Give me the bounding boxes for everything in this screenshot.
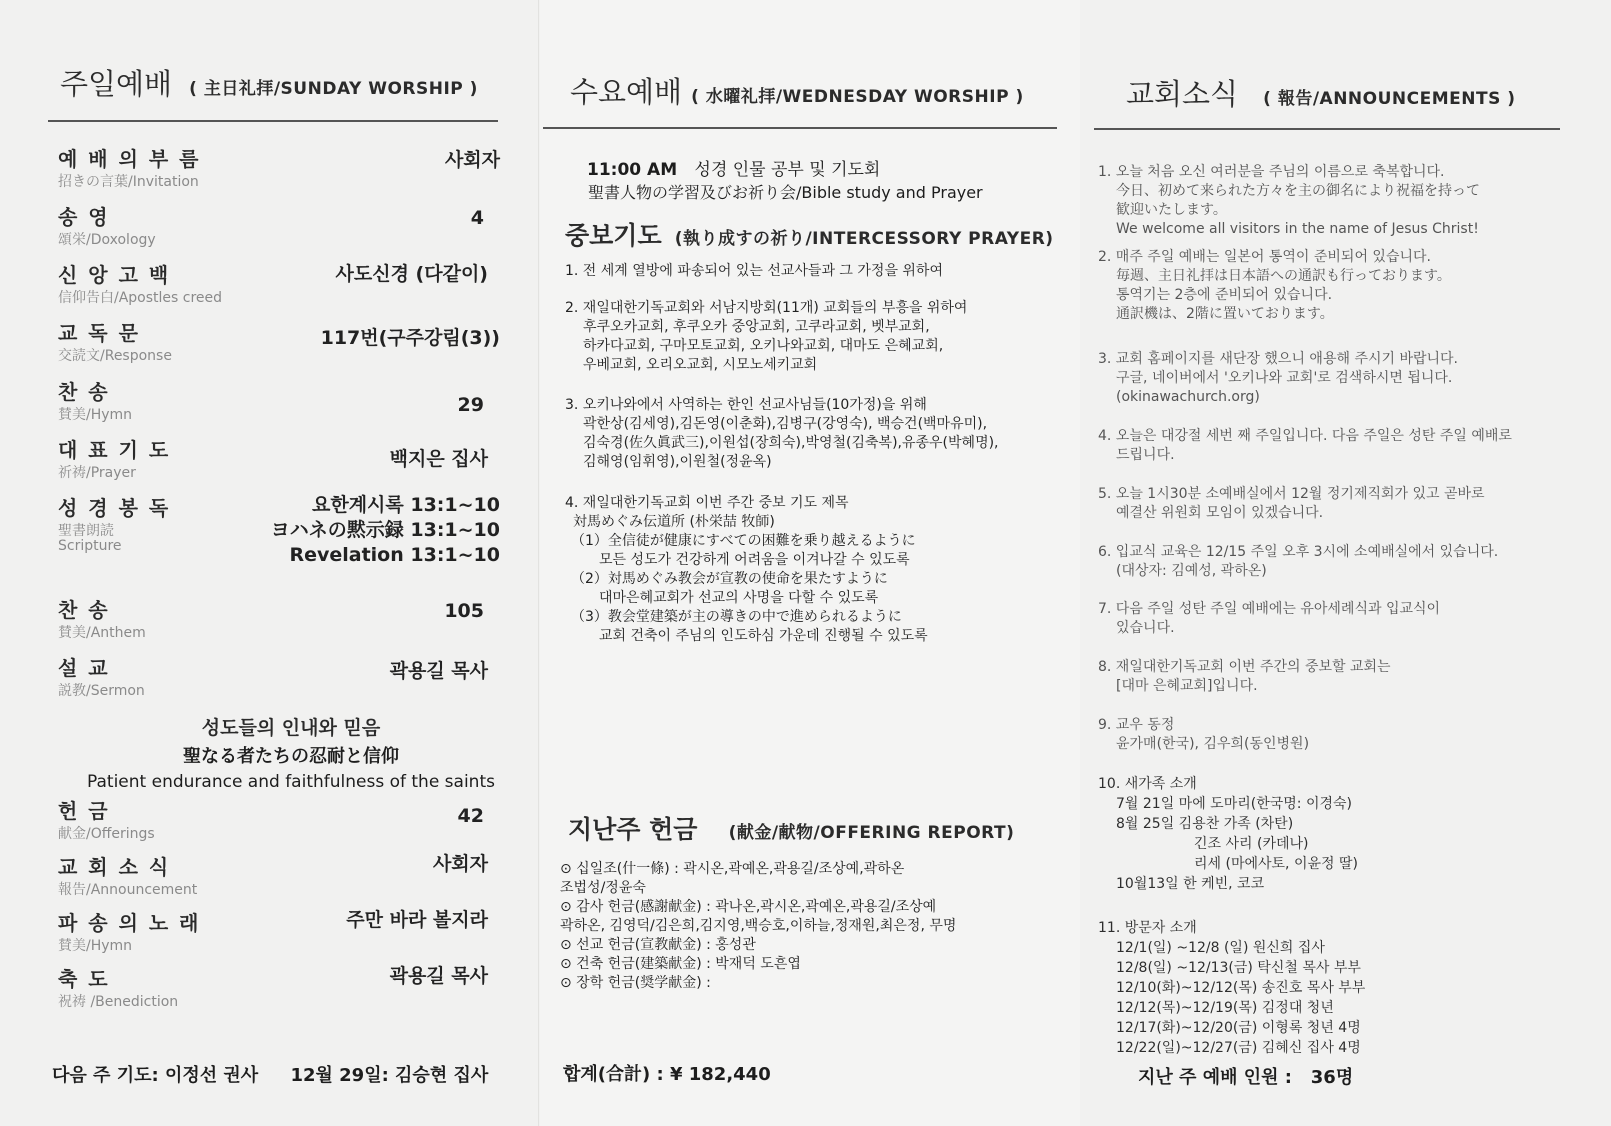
order-item-scripture [58, 492, 500, 582]
ann-line: [대마 은혜교회]입니다. [1116, 678, 1258, 694]
ann-line: 5. 오늘 1시30분 소예배실에서 12월 정기제직회가 있고 곧바로 [1098, 486, 1485, 502]
order-item-sub: 聖書朗読 [58, 523, 114, 539]
sunday-header [60, 62, 478, 103]
sermon-title-ko: 성도들의 인내와 믿음 [201, 717, 381, 739]
order-item-value: 사도신경 (다같이) [335, 263, 488, 285]
sermon-title-en: Patient endurance and faithfulness of the saints [87, 772, 495, 792]
order-item [58, 907, 500, 967]
order-item-name: 설 교 [58, 656, 110, 680]
prayer-item-1: 1. 전 세계 열방에 파송되어 있는 선교사들과 그 가정을 위하여 [565, 263, 943, 279]
prayer-line: 우베교회, 오리오교회, 시모노세키교회 [583, 357, 818, 373]
offering-line: ⊙ 십일조(什一條) : 곽시온,곽예온,곽용길/조상예,곽하온 [560, 861, 905, 877]
prayer-item-4 [565, 494, 928, 646]
ann-line: 10. 새가족 소개 [1098, 776, 1197, 792]
offering-line: ⊙ 감사 헌금(感謝献金) : 곽나온,곽시온,곽예온,곽용길/조상예 [560, 899, 937, 915]
order-item [58, 795, 500, 855]
offering-total: 합계(合計) : ¥ 182,440 [563, 1064, 771, 1085]
order-item-value: 사회자 [444, 149, 500, 171]
order-item-sub: 祝祷 /Benediction [58, 994, 179, 1010]
ann-line: 9. 교우 동정 [1098, 717, 1175, 733]
announcement-10 [1098, 774, 1358, 894]
announcements-header [1126, 72, 1516, 113]
ann-line: (okinawachurch.org) [1116, 389, 1260, 405]
order-item-sub: 賛美/Anthem [58, 625, 146, 641]
ann-line: (대상자: 김예성, 곽하온) [1116, 563, 1267, 579]
wednesday-desc-jp: 聖書人物の学習及びお祈り会/Bible study and Prayer [588, 183, 983, 202]
prayer-line: 4. 재일대한기독교회 이번 주간 중보 기도 제목 [565, 495, 849, 511]
next-prayer-right: 12월 29일: 김승현 집사 [290, 1065, 489, 1086]
prayer-line: （1）全信徒が健康にすべての困難を乗り越えるように [571, 533, 916, 549]
ann-line: 1. 오늘 처음 오신 여러분을 주님의 이름으로 축복합니다. [1098, 164, 1445, 180]
prayer-line: 対馬めぐみ伝道所 (朴栄喆 牧師) [573, 514, 775, 530]
order-item-name: 신 앙 고 백 [58, 263, 171, 287]
order-item-name: 송 영 [58, 205, 110, 229]
ann-line: 윤가매(한국), 김우희(동인병원) [1116, 736, 1310, 752]
prayer-line: 하카다교회, 구마모토교회, 오키나와교회, 대마도 은혜교회, [583, 338, 944, 354]
order-item-value: 백지은 집사 [389, 448, 488, 470]
new-family-line: 긴조 사리 (카데나) [1194, 836, 1309, 852]
announcement-9 [1098, 716, 1309, 754]
order-item-sub: 信仰告白/Apostles creed [58, 290, 223, 306]
wednesday-schedule [587, 155, 880, 180]
prayer-line: （3）教会堂建築が主の導きの中で進められるように [571, 609, 902, 625]
ann-line: 4. 오늘은 대강절 세번 째 주일입니다. 다음 주일은 성탄 주일 예배로 [1098, 428, 1512, 444]
intercessory-subtitle: (執り成すの祈り/INTERCESSORY PRAYER) [674, 229, 1054, 249]
order-item [58, 143, 500, 203]
prayer-line: 곽한상(김세영),김돈영(이춘화),김병구(강영숙), 백승건(백마유미), [583, 416, 988, 432]
announcement-7 [1098, 600, 1440, 638]
prayer-line: 2. 재일대한기독교회와 서남지방회(11개) 교회들의 부흥을 위하여 [565, 300, 968, 316]
new-family-line: 8월 25일 김용찬 가족 (차탄) [1116, 816, 1294, 832]
order-item [58, 201, 500, 261]
ann-line: 6. 입교식 교육은 12/15 주일 오후 3시에 소예배실에서 있습니다. [1098, 544, 1499, 560]
order-item [58, 652, 500, 712]
scripture-en: Revelation 13:1~10 [289, 544, 500, 566]
prayer-line: 모든 성도가 건강하게 어려움을 이겨나갈 수 있도록 [599, 552, 910, 568]
order-item-value: 4 [470, 207, 484, 229]
order-item-value: 주만 바라 볼지라 [346, 909, 488, 931]
prayer-line: 후쿠오카교회, 후쿠오카 중앙교회, 고쿠라교회, 벳부교회, [583, 319, 930, 335]
order-item [58, 851, 500, 911]
ann-line: 毎週、主日礼拝は日本語への通訳も行っております。 [1116, 268, 1451, 284]
order-item-sub: 説教/Sermon [58, 683, 145, 699]
next-prayer-left: 다음 주 기도: 이정선 권사 [52, 1065, 259, 1086]
prayer-line: 교회 건축이 주님의 인도하심 가운데 진행될 수 있도록 [599, 628, 928, 644]
sermon-title [56, 713, 526, 792]
prayer-line: 3. 오키나와에서 사역하는 한인 선교사님들(10가정)을 위해 [565, 397, 927, 413]
ann-line: We welcome all visitors in the name of Jesus Christ! [1116, 221, 1479, 237]
wednesday-rule [543, 127, 1057, 129]
order-item-name: 파 송 의 노 래 [58, 911, 201, 935]
offering-line: 곽하온, 김영덕/김은희,김지영,백승호,이하늘,정재원,최은정, 무명 [560, 918, 957, 934]
ann-line: 歓迎いたします。 [1116, 202, 1227, 218]
ann-line: 今日、初めて来られた方々を主の御名により祝福を持って [1116, 183, 1480, 199]
scripture-jp: ヨハネの黙示録 13:1~10 [270, 519, 500, 541]
intercessory-header [565, 216, 1054, 252]
order-item-name: 예 배 의 부 름 [58, 147, 201, 171]
wednesday-desc: 성경 인물 공부 및 기도회 [694, 160, 881, 180]
ann-line: 구글, 네이버에서 '오키나와 교회'로 검색하시면 됩니다. [1116, 370, 1453, 386]
visitor-line: 12/12(목)~12/19(목) 김정대 청년 [1116, 1000, 1334, 1016]
announcement-5 [1098, 485, 1485, 523]
announcement-1 [1098, 163, 1480, 239]
offering-line: 조법성/정윤숙 [560, 880, 646, 896]
wednesday-title: 수요예배 [570, 75, 683, 109]
new-family-line: 리세 (마에사토, 이윤정 딸) [1194, 856, 1358, 872]
announcement-4 [1098, 427, 1512, 465]
prayer-line: 김해영(임휘영),이원철(정윤옥) [583, 454, 772, 470]
sermon-title-jp: 聖なる者たちの忍耐と信仰 [183, 746, 399, 767]
offering-line: ⊙ 장학 헌금(奨学献金) : [560, 975, 711, 991]
order-item-sub: 頌栄/Doxology [58, 232, 156, 248]
order-item [58, 376, 500, 436]
offering-subtitle: (献金/献物/OFFERING REPORT) [728, 823, 1015, 843]
visitor-line: 12/10(화)~12/12(목) 송진호 목사 부부 [1116, 980, 1366, 996]
order-item-sub: 賛美/Hymn [58, 407, 133, 423]
visitor-line: 12/17(화)~12/20(금) 이형록 청년 4명 [1116, 1020, 1361, 1036]
offering-line: ⊙ 선교 헌금(宣教献金) : 홍성관 [560, 937, 756, 953]
announcements-rule [1094, 128, 1560, 130]
order-item-sub-en: Scripture [58, 538, 122, 554]
order-item [58, 259, 500, 319]
ann-line: 통역기는 2층에 준비되어 있습니다. [1116, 287, 1333, 303]
prayer-line: 대마은혜교회가 선교의 사명을 다할 수 있도록 [599, 590, 879, 606]
offering-title: 지난주 헌금 [568, 815, 698, 844]
prayer-item-3 [565, 396, 999, 472]
offering-line: ⊙ 건축 헌금(建築献金) : 박재덕 도흔엽 [560, 956, 801, 972]
ann-line: 11. 방문자 소개 [1098, 920, 1197, 936]
order-item-sub: 招きの言葉/Invitation [58, 174, 199, 190]
visitor-line: 12/22(일)~12/27(금) 김혜신 집사 4명 [1116, 1040, 1361, 1056]
visitor-line: 12/8(일) ~12/13(금) 탁신철 목사 부부 [1116, 960, 1361, 976]
ann-line: 2. 매주 주일 예배는 일본어 통역이 준비되어 있습니다. [1098, 249, 1431, 265]
sunday-title: 주일예배 [60, 67, 173, 101]
sunday-subtitle: ( 主日礼拝/SUNDAY WORSHIP ) [189, 79, 478, 99]
announcement-3 [1098, 350, 1458, 407]
order-item-sub: 賛美/Hymn [58, 938, 133, 954]
order-item-value: 곽용길 목사 [389, 965, 488, 987]
order-item-sub: 献金/Offerings [58, 826, 155, 842]
announcements-subtitle: ( 報告/ANNOUNCEMENTS ) [1263, 89, 1516, 109]
intercessory-title: 중보기도 [565, 221, 662, 250]
new-family-line: 7월 21일 마에 도마리(한국명: 이경숙) [1116, 796, 1352, 812]
order-item-value: 42 [457, 805, 484, 827]
order-item [58, 434, 500, 494]
order-item [58, 594, 500, 654]
announcement-8 [1098, 658, 1391, 696]
order-item-sub: 交読文/Response [58, 348, 172, 364]
wednesday-subtitle: ( 水曜礼拝/WEDNESDAY WORSHIP ) [691, 87, 1024, 107]
prayer-line: 김숙경(佐久眞武三),이원섭(장희숙),박영철(김축복),유종우(박혜명), [583, 435, 999, 451]
next-week-prayer [52, 1061, 514, 1087]
order-item [58, 963, 500, 1023]
order-item-value: 29 [457, 394, 484, 416]
order-item-name: 대 표 기 도 [58, 438, 171, 462]
wednesday-time: 11:00 AM [587, 160, 678, 180]
order-item-name: 찬 송 [58, 598, 110, 622]
offering-list [560, 860, 956, 993]
ann-line: 예결산 위원회 모임이 있겠습니다. [1116, 505, 1324, 521]
order-item [58, 317, 500, 377]
order-item-value: 사회자 [432, 853, 488, 875]
new-family-line: 10월13일 한 케빈, 코코 [1116, 876, 1265, 892]
ann-line: 3. 교회 홈페이지를 새단장 했으니 애용해 주시기 바랍니다. [1098, 351, 1459, 367]
ann-line: 7. 다음 주일 성탄 주일 예배에는 유아세례식과 입교식이 [1098, 601, 1441, 617]
order-item-name: 성 경 봉 독 [58, 496, 171, 520]
attendance: 지난 주 예배 인원 : 36명 [1138, 1067, 1354, 1088]
order-item-name: 헌 금 [58, 799, 110, 823]
order-item-sub: 祈祷/Prayer [58, 465, 136, 481]
prayer-line: （2）対馬めぐみ教会が宣教の使命を果たすように [571, 571, 888, 587]
order-item-value: 105 [444, 600, 484, 622]
visitor-line: 12/1(일) ~12/8 (일) 원신희 집사 [1116, 940, 1325, 956]
announcement-11 [1098, 918, 1365, 1058]
offering-header [568, 810, 1014, 846]
sunday-rule [48, 120, 498, 122]
order-item-name: 찬 송 [58, 380, 110, 404]
announcements-title: 교회소식 [1126, 77, 1239, 111]
announcement-6 [1098, 543, 1498, 581]
order-item-name: 축 도 [58, 967, 110, 991]
ann-line: 通訳機は、2階に置いております。 [1116, 306, 1334, 322]
prayer-item-2 [565, 299, 967, 375]
order-item-name: 교 독 문 [58, 321, 140, 345]
scripture-ko: 요한계시록 13:1~10 [311, 494, 500, 516]
order-item-name: 교 회 소 식 [58, 855, 171, 879]
ann-line: 드립니다. [1116, 447, 1175, 463]
announcement-2 [1098, 248, 1451, 324]
ann-line: 8. 재일대한기독교회 이번 주간의 중보할 교회는 [1098, 659, 1391, 675]
order-item-sub: 報告/Announcement [58, 882, 198, 898]
ann-line: 있습니다. [1116, 620, 1175, 636]
order-item-value: 117번(구주강림(3)) [320, 327, 500, 349]
order-item-value: 곽용길 목사 [389, 660, 488, 682]
wednesday-header [570, 70, 1024, 111]
